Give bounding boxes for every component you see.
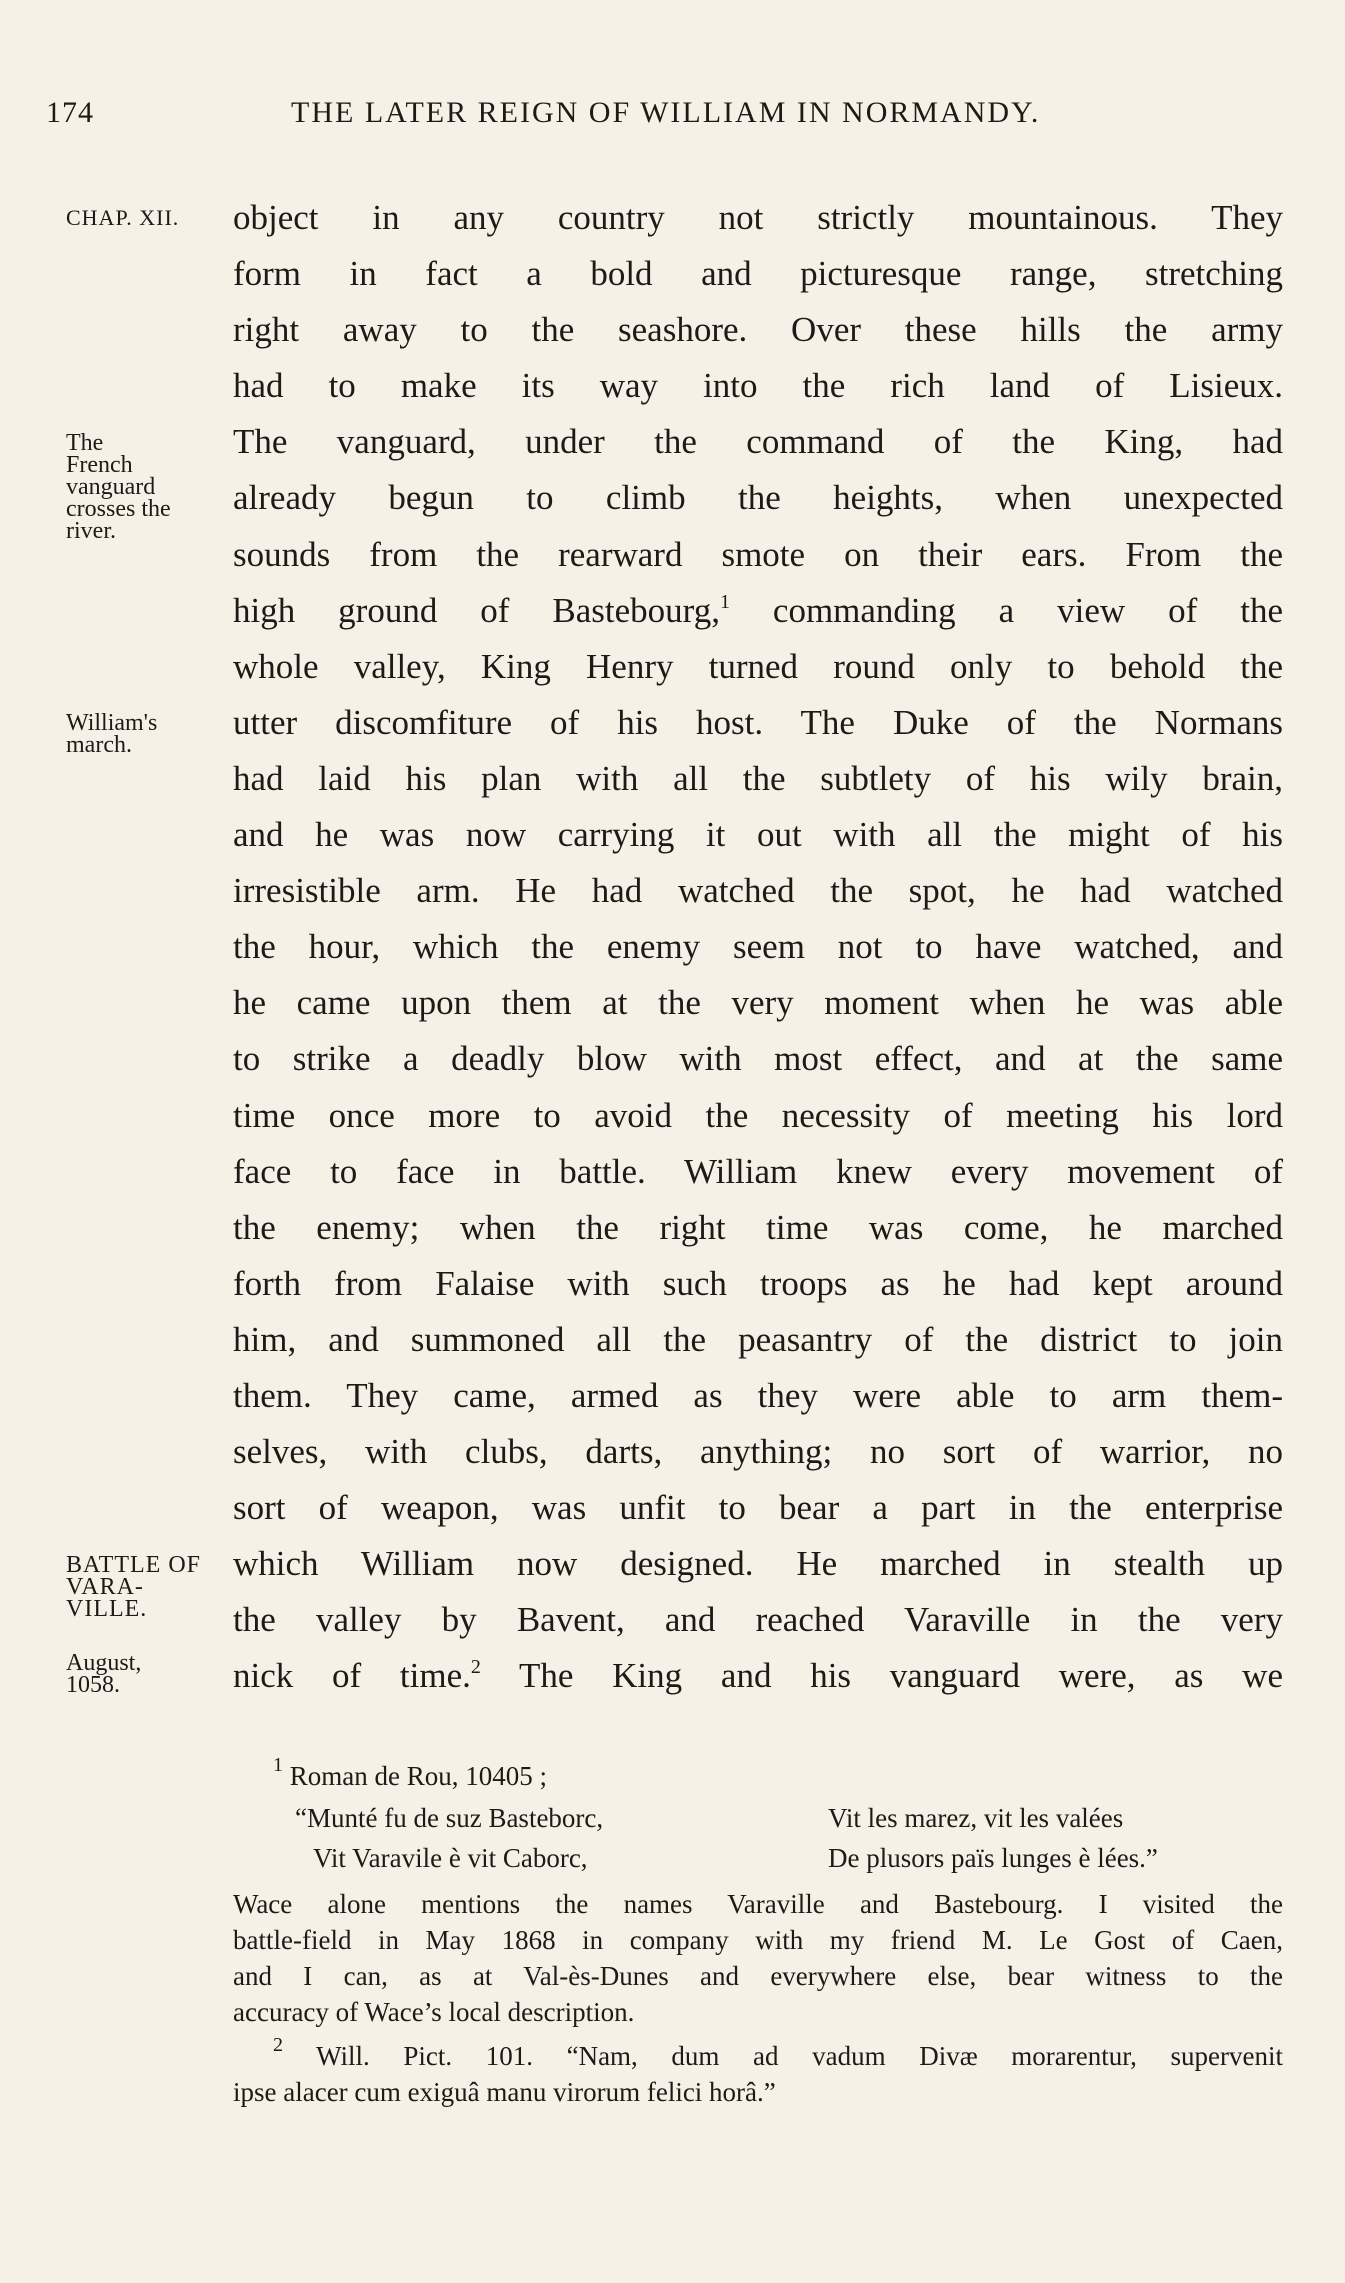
text-line: whole valley, King Henry turned round only to behold the bbox=[233, 646, 1283, 686]
text-line: high ground of Bastebourg,$^1$ commanding a view of the bbox=[233, 590, 1283, 630]
text-line: irresistible arm. He had watched the spot, he had watched bbox=[233, 871, 1283, 911]
margin-note-chapter: CHAP. XII. bbox=[66, 205, 180, 230]
text-line: them. They came, armed as they were able to arm them- bbox=[233, 1375, 1283, 1415]
footnote-2-text: $^2$ Will. Pict. 101. “Nam, dum ad vadum Divæ morarentur, supervenit ipse alacer cum exiguâ manu virorum felici horâ.” bbox=[233, 2034, 1283, 2107]
verse-right-column: Vit les marez, vit les valées De plusors païs lunges è lées.” bbox=[828, 1803, 1158, 1873]
text-line: right away to the seashore. Over these hills the army bbox=[233, 310, 1283, 350]
footnote-1-marker: 1 bbox=[273, 1754, 283, 1776]
body-text bbox=[233, 190, 1283, 1705]
text-line: selves, with clubs, darts, anything; no sort of warrior, no bbox=[233, 1432, 1283, 1472]
text-line: forth from Falaise with such troops as he had kept around bbox=[233, 1263, 1283, 1303]
text-line: object in any country not strictly mountainous. They bbox=[233, 198, 1283, 237]
margin-note-date: August, 1058. bbox=[66, 1650, 142, 1698]
text-line: nick of time.$^2$ The King and his vanguard were, as we bbox=[233, 1656, 1283, 1696]
footnote-ref-1[interactable]: 1 bbox=[719, 590, 730, 613]
text-line: which William now designed. He marched in stealth up bbox=[233, 1544, 1283, 1584]
footnote-verse bbox=[233, 1798, 1283, 1878]
text-line: to strike a deadly blow with most effect, and at the same bbox=[233, 1039, 1283, 1079]
text-line: and he was now carrying it out with all the might of his bbox=[233, 815, 1283, 855]
text-line: The vanguard, under the command of the King, had bbox=[233, 422, 1283, 462]
text-line: utter discomfiture of his host. The Duke of the Normans bbox=[233, 702, 1283, 742]
margin-note-french-vanguard: The French vanguard crosses the river. bbox=[66, 430, 171, 544]
footnote-2-marker: 2 bbox=[273, 2034, 283, 2056]
text-line: had laid his plan with all the subtlety of his wily brain, bbox=[233, 758, 1283, 798]
footnotes bbox=[233, 1754, 1283, 2110]
running-head: THE LATER REIGN OF WILLIAM IN NORMANDY. bbox=[291, 96, 1041, 129]
text-line: face to face in battle. William knew every movement of bbox=[233, 1151, 1283, 1191]
text-line: sounds from the rearward smote on their ears. From the bbox=[233, 534, 1283, 574]
text-line: the enemy; when the right time was come, he marched bbox=[233, 1207, 1283, 1247]
text-line: already begun to climb the heights, when unexpected bbox=[233, 478, 1283, 518]
text-line: had to make its way into the rich land of Lisieux. bbox=[233, 366, 1283, 406]
verse-left-column: “Munté fu de suz Basteborc, Vit Varavile è vit Caborc, bbox=[295, 1803, 604, 1873]
margin-note-williams-march: William's march. bbox=[66, 710, 158, 758]
text-line: sort of weapon, was unfit to bear a part in the enterprise bbox=[233, 1488, 1283, 1528]
text-line: the hour, which the enemy seem not to have watched, and bbox=[233, 927, 1283, 967]
text-line: the valley by Bavent, and reached Varaville in the very bbox=[233, 1600, 1283, 1640]
text-line: him, and summoned all the peasantry of the district to join bbox=[233, 1319, 1283, 1359]
text-line: form in fact a bold and picturesque range, stretching bbox=[233, 254, 1283, 294]
footnote-1-text: Wace alone mentions the names Varaville and Bastebourg. I visited the battle-field in May 1868 in company with my friend M. Le Gost of Caen, and I can, as at Val-ès-Dunes and everywhere else, bear witness to the accuracy of Wace’s local description. bbox=[233, 1889, 1283, 2027]
page-header bbox=[46, 96, 1236, 136]
text-line: time once more to avoid the necessity of meeting his lord bbox=[233, 1095, 1283, 1135]
text-line: he came upon them at the very moment when he was able bbox=[233, 983, 1283, 1023]
footnote-ref-2[interactable]: 2 bbox=[470, 1656, 481, 1679]
page-number: 174 bbox=[46, 96, 94, 129]
footnote-1-intro: $^1$ Roman de Rou, 10405 ; bbox=[273, 1754, 547, 1791]
margin-note-battle: BATTLE OF VARA- VILLE. bbox=[66, 1552, 201, 1622]
